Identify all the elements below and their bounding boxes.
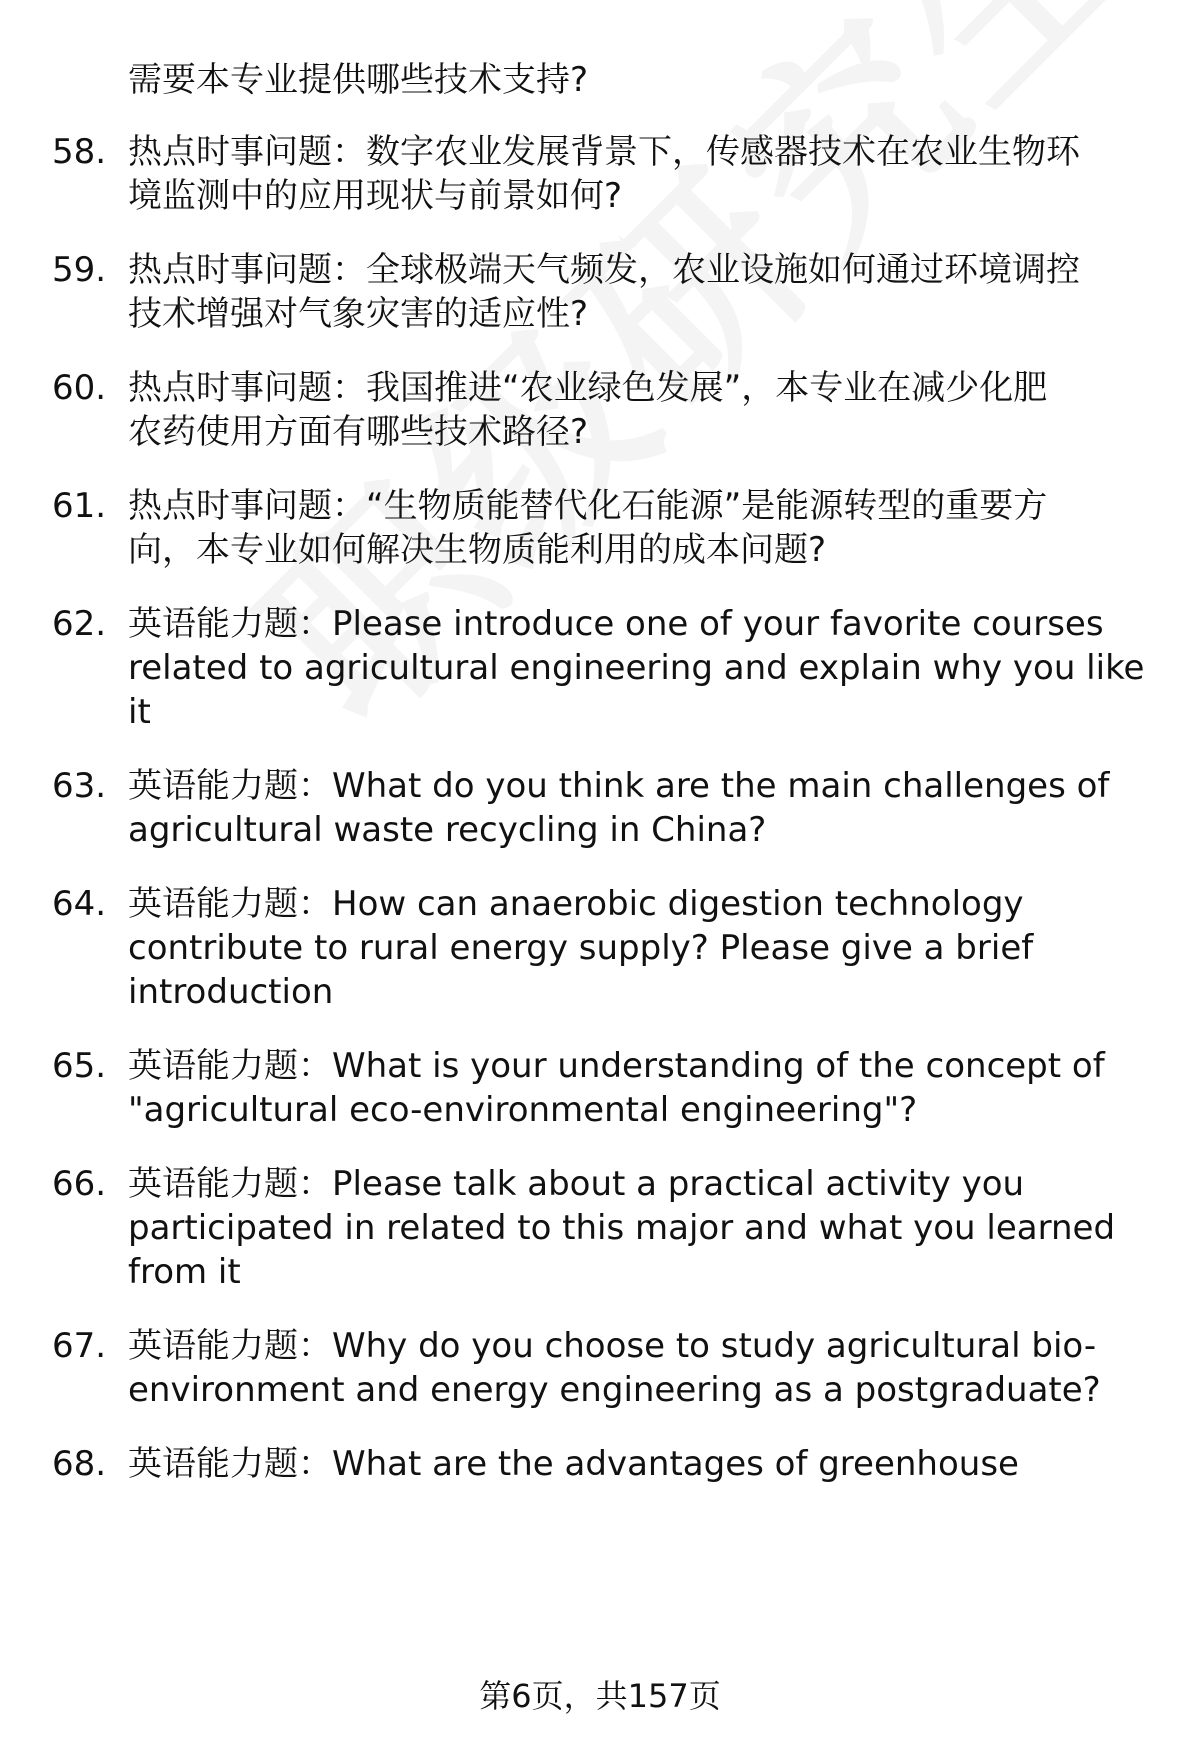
question-number: 65. [52, 1046, 107, 1086]
continuation-text: 需要本专业提供哪些技术支持? [128, 60, 589, 100]
question-text: environment and energy engineering as a postgraduate? [128, 1370, 1101, 1410]
question-text: 英语能力题：Please talk about a practical activity you [128, 1164, 1025, 1204]
question-text: 农药使用方面有哪些技术路径? [128, 412, 589, 452]
question-number: 64. [52, 884, 107, 924]
question-number: 62. [52, 604, 107, 644]
question-text: 热点时事问题：数字农业发展背景下，传感器技术在农业生物环 [128, 132, 1080, 172]
question-number: 67. [52, 1326, 107, 1366]
question-text: related to agricultural engineering and explain why you like [128, 648, 1145, 688]
question-text: 境监测中的应用现状与前景如何? [128, 176, 623, 216]
question-text: 英语能力题：What do you think are the main challenges of [128, 766, 1110, 806]
question-text: 热点时事问题：全球极端天气频发，农业设施如何通过环境调控 [128, 250, 1080, 290]
question-number: 63. [52, 766, 107, 806]
question-text: 英语能力题：Why do you choose to study agricultural bio- [128, 1326, 1097, 1366]
question-number: 66. [52, 1164, 107, 1204]
question-number: 58. [52, 132, 107, 172]
question-text: 英语能力题：What is your understanding of the concept of [128, 1046, 1105, 1086]
question-text: participated in related to this major and what you learned [128, 1208, 1116, 1248]
question-number: 68. [52, 1444, 107, 1484]
question-text: from it [128, 1252, 241, 1292]
question-text: it [128, 692, 151, 732]
question-text: contribute to rural energy supply? Please give a brief [128, 928, 1034, 968]
question-number: 60. [52, 368, 107, 408]
question-text: 向，本专业如何解决生物质能利用的成本问题? [128, 530, 827, 570]
page-footer: 第6页，共157页 [479, 1677, 721, 1715]
question-text: 热点时事问题：我国推进“农业绿色发展”，本专业在减少化肥 [128, 368, 1048, 408]
question-text: 技术增强对气象灾害的适应性? [128, 294, 589, 334]
question-text: introduction [128, 972, 334, 1012]
question-text: 英语能力题：Please introduce one of your favorite courses [128, 604, 1104, 644]
question-text: "agricultural eco-environmental engineering"? [128, 1090, 918, 1130]
question-text: 热点时事问题：“生物质能替代化石能源”是能源转型的重要方 [128, 486, 1048, 526]
question-number: 61. [52, 486, 107, 526]
question-text: agricultural waste recycling in China? [128, 810, 767, 850]
question-text: 英语能力题：What are the advantages of greenhouse [128, 1444, 1019, 1484]
question-text: 英语能力题：How can anaerobic digestion technology [128, 884, 1024, 924]
question-number: 59. [52, 250, 107, 290]
